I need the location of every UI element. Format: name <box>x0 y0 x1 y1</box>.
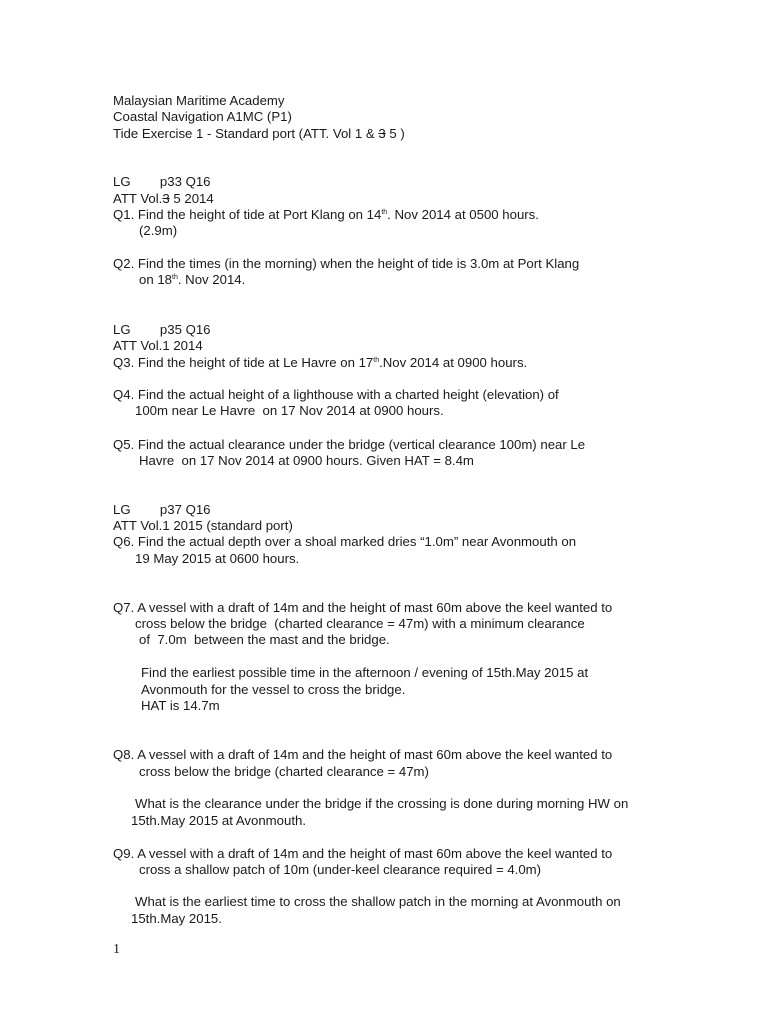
question-2-superscript: th <box>172 274 178 281</box>
page-number: 1 <box>113 942 120 957</box>
question-8-line-1: Q8. A vessel with a draft of 14m and the height of mast 60m above the keel wanted to <box>113 747 613 762</box>
section2-att-volume: ATT Vol.1 2014 <box>113 338 203 353</box>
question-8-line-3: What is the clearance under the bridge if the crossing is done during morning HW on <box>135 796 629 811</box>
question-8-line-2: cross below the bridge (charted clearance = 47m) <box>139 764 429 779</box>
exercise-title-suffix: 5 ) <box>385 126 405 141</box>
question-1-answer: (2.9m) <box>139 223 178 238</box>
question-2-line-2 <box>139 272 245 288</box>
question-7-line-6: HAT is 14.7m <box>141 698 220 713</box>
question-1 <box>113 207 539 223</box>
question-2-text-a: on 18 <box>139 272 173 287</box>
question-7-line-2: cross below the bridge (charted clearance = 47m) with a minimum clearance <box>135 616 585 631</box>
question-1-text-a: Q1. Find the height of tide at Port Klang on 14 <box>113 207 382 222</box>
question-6-line-2: 19 May 2015 at 0600 hours. <box>135 551 300 566</box>
question-3 <box>113 355 527 371</box>
section3-att-volume: ATT Vol.1 2015 (standard port) <box>113 518 293 533</box>
question-8-line-4: 15th.May 2015 at Avonmouth. <box>131 813 306 828</box>
section1-att-volume <box>113 191 214 207</box>
section1-att-suffix: 5 2014 <box>169 191 214 206</box>
section2-reference: LG p35 Q16 <box>113 322 211 337</box>
institution-name: Malaysian Maritime Academy <box>113 93 285 108</box>
section1-att-struck-volume: 3 <box>162 191 170 206</box>
question-7-line-5: Avonmouth for the vessel to cross the bridge. <box>141 682 406 697</box>
question-5-line-2: Havre on 17 Nov 2014 at 0900 hours. Given HAT = 8.4m <box>139 453 474 468</box>
question-2-text-b: . Nov 2014. <box>177 272 246 287</box>
question-7-line-3: of 7.0m between the mast and the bridge. <box>139 632 390 647</box>
question-5-line-1: Q5. Find the actual clearance under the bridge (vertical clearance 100m) near Le <box>113 437 586 452</box>
question-2-line-1: Q2. Find the times (in the morning) when the height of tide is 3.0m at Port Klang <box>113 256 580 271</box>
exercise-title-struck-volume: 3 <box>378 126 386 141</box>
exercise-title-prefix: Tide Exercise 1 - Standard port (ATT. Vol 1 & <box>113 126 379 141</box>
question-9-line-1: Q9. A vessel with a draft of 14m and the height of mast 60m above the keel wanted to <box>113 846 613 861</box>
section3-reference: LG p37 Q16 <box>113 502 211 517</box>
section1-reference: LG p33 Q16 <box>113 174 211 189</box>
question-4-line-1: Q4. Find the actual height of a lighthouse with a charted height (elevation) of <box>113 387 559 402</box>
question-9-line-4: 15th.May 2015. <box>131 911 222 926</box>
question-1-text-b: . Nov 2014 at 0500 hours. <box>387 207 539 222</box>
exercise-title <box>113 126 405 142</box>
question-1-superscript: th <box>381 209 388 216</box>
question-3-text-a: Q3. Find the height of tide at Le Havre on 17 <box>113 355 374 370</box>
question-4-line-2: 100m near Le Havre on 17 Nov 2014 at 0900 hours. <box>135 403 444 418</box>
question-3-superscript: th <box>373 357 380 364</box>
course-name: Coastal Navigation A1MC (P1) <box>113 109 292 124</box>
question-9-line-2: cross a shallow patch of 10m (under-keel clearance required = 4.0m) <box>139 862 542 877</box>
question-9-line-3: What is the earliest time to cross the shallow patch in the morning at Avonmouth on <box>135 894 621 909</box>
question-7-line-4: Find the earliest possible time in the afternoon / evening of 15th.May 2015 at <box>141 665 589 680</box>
question-7-line-1: Q7. A vessel with a draft of 14m and the height of mast 60m above the keel wanted to <box>113 600 613 615</box>
section1-att-prefix: ATT Vol. <box>113 191 163 206</box>
question-3-text-b: .Nov 2014 at 0900 hours. <box>379 355 528 370</box>
question-6-line-1: Q6. Find the actual depth over a shoal marked dries “1.0m” near Avonmouth on <box>113 534 577 549</box>
